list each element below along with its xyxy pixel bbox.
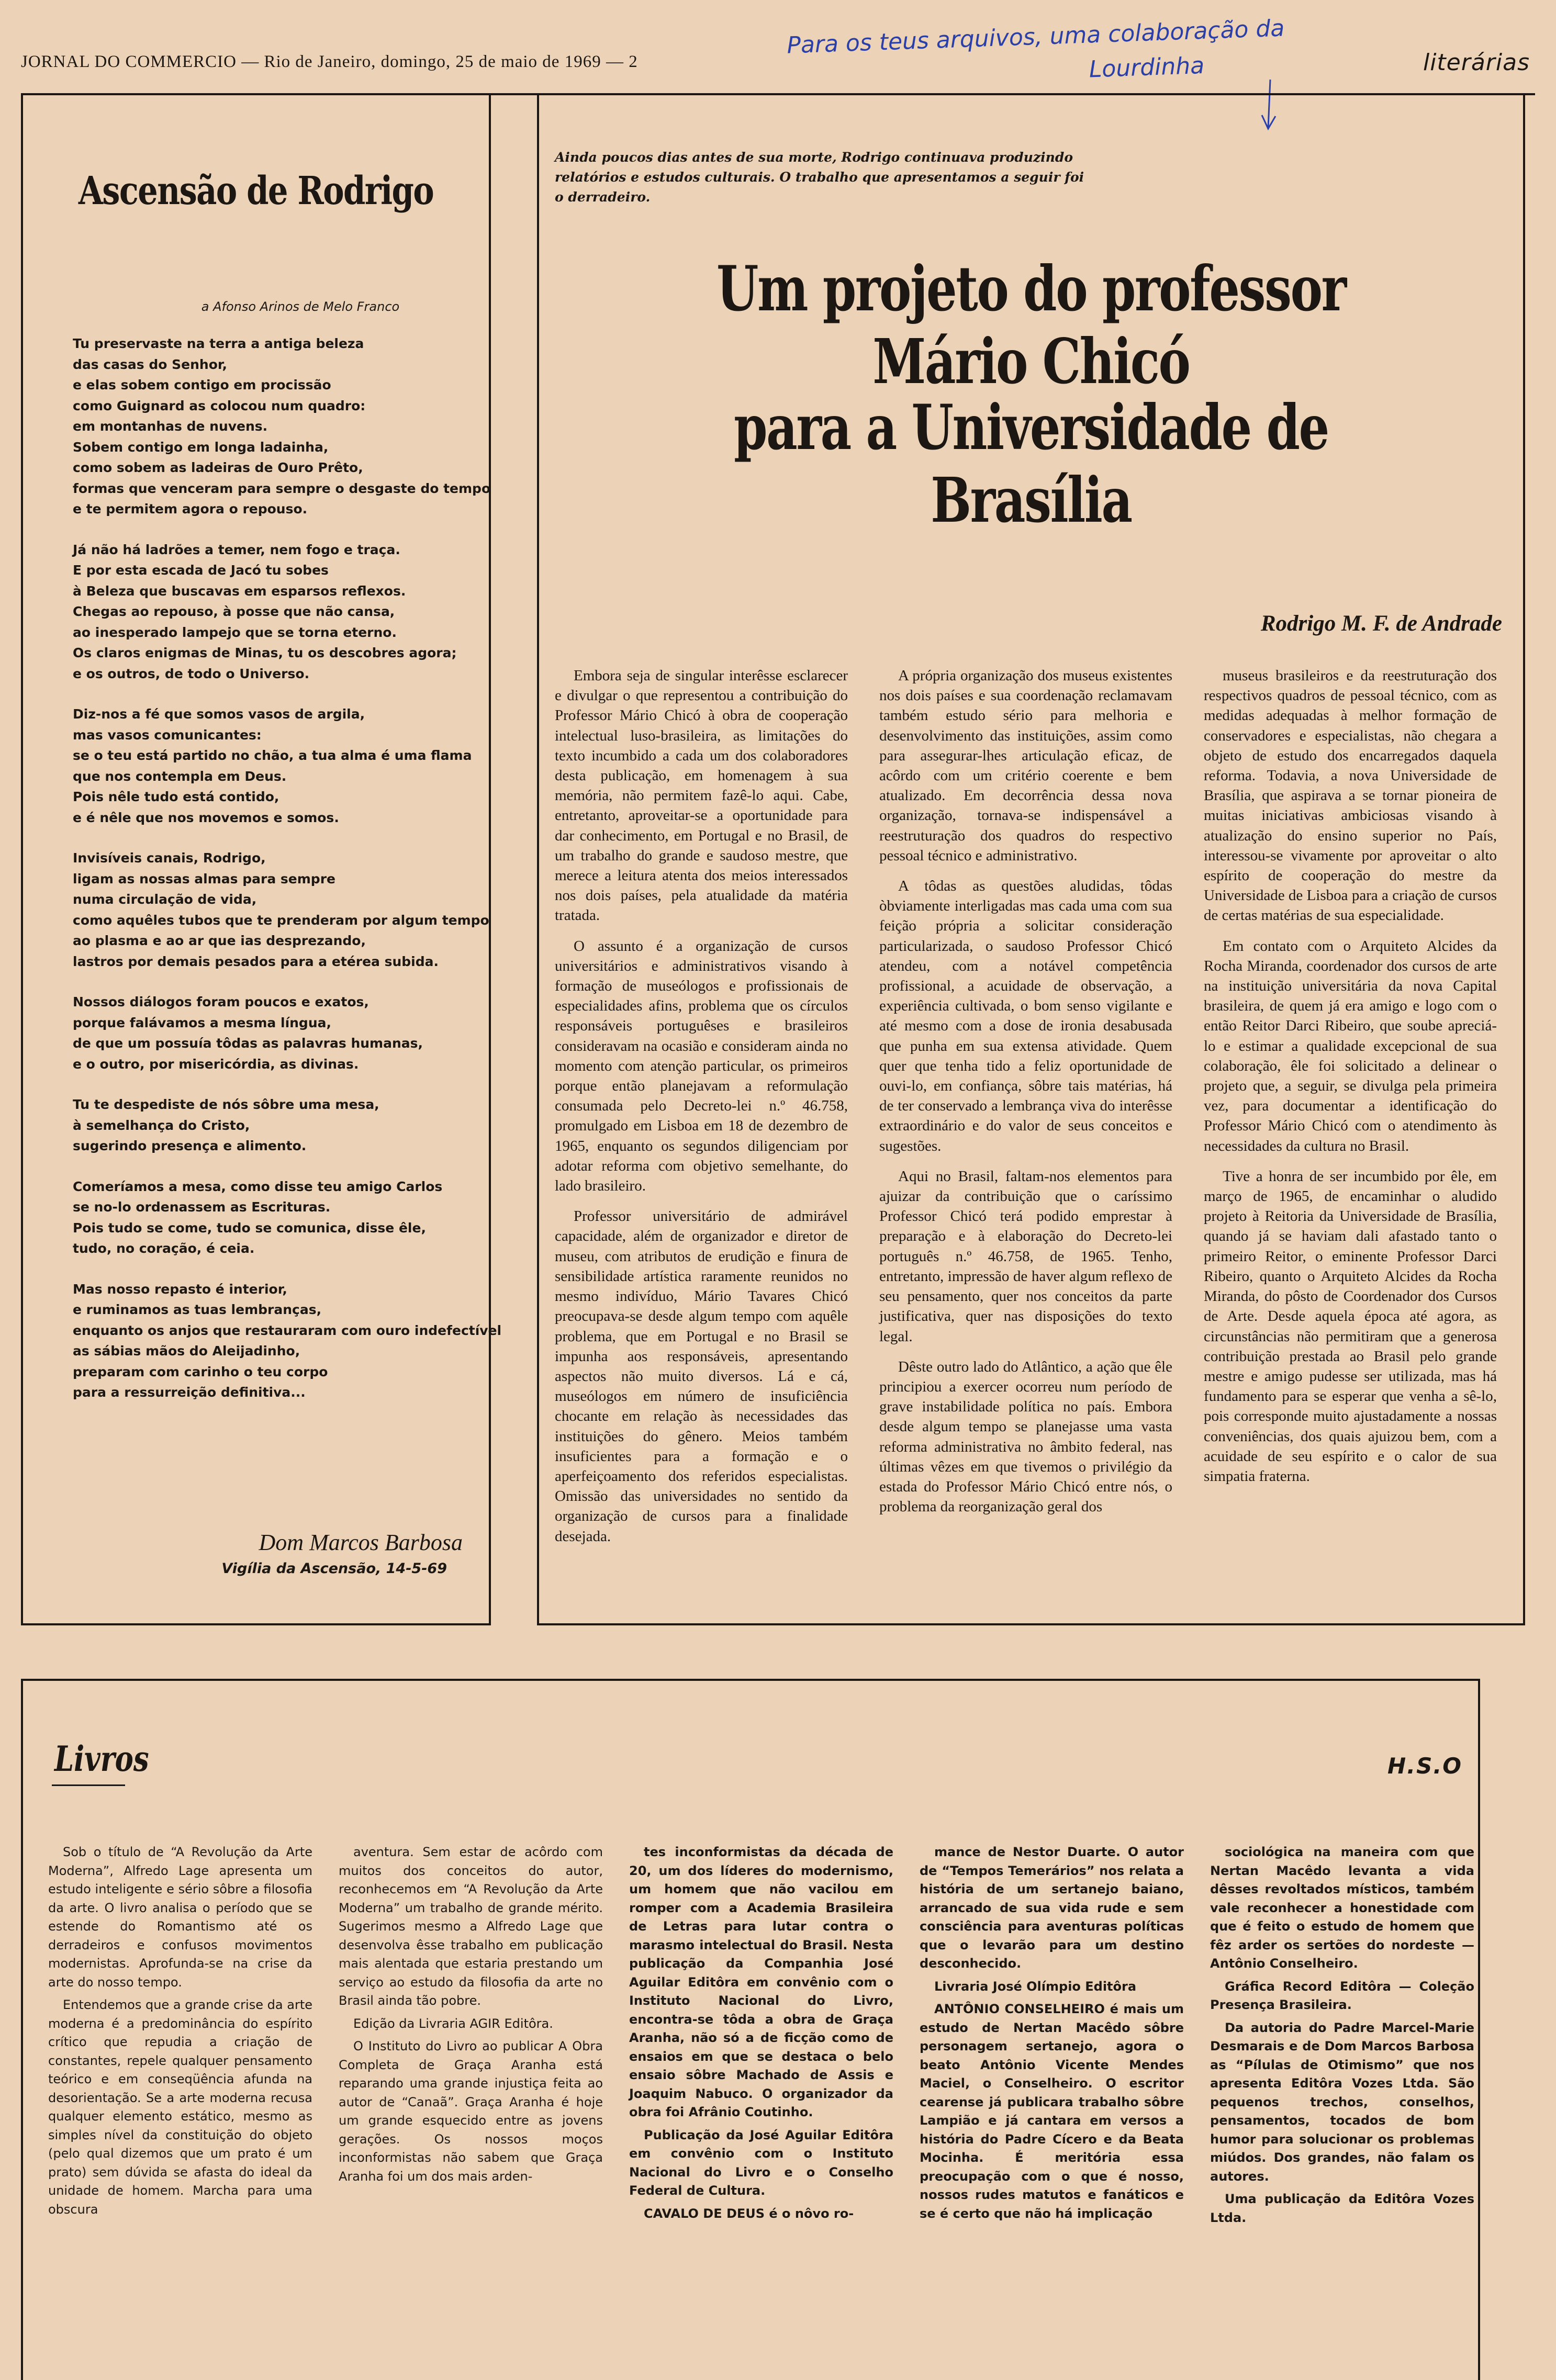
poem-line: porque falávamos a mesma língua, <box>73 1015 331 1030</box>
section-label: literárias <box>1423 49 1530 76</box>
livros-title: Livros <box>54 1738 149 1779</box>
poem-stanza <box>73 1279 502 1403</box>
paragraph: Dêste outro lado do Atlântico, a ação que êle principiou a exercer ocorreu num período de grave instabilidade política no país. Embora desde algum tempo se planejasse uma vasta reforma administrativa no âmbito federal, nas últimas vêzes em que tivemos o privilégio da estada do Professor Mário Chicó entre nós, o problema da reorganização geral dos <box>879 1358 1172 1515</box>
poem-line: e os outros, de todo o Universo. <box>73 666 310 681</box>
paragraph: aventura. Sem estar de acôrdo com muitos dos conceitos do autor, reconhecemos em “A Revolução da Arte Moderna” um trabalho de grande mérito. Sugerimos mesmo a Alfredo Lage que desenvolva êsse trabalho em publicação mais alentada que estaria prestando um serviço ao estudo da filosofia da arte no Brasil ainda tão pobre. <box>339 1845 603 2008</box>
paragraph: O assunto é a organização de cursos universitários e administrativos visando à formação de museólogos e profissionais de especialidades afins, problema que os círculos responsáveis portuguêses e brasileiros consideravam na ocasião e consideram ainda no momento com atenção particular, os primeiros porque então planejavam a reformulação consumada pelo Decreto-lei n.º 46.758, promulgado em Lisboa em 18 de dezembro de 1965, enquanto os segundos diligenciam por adotar reforma com objetivo semelhante, do lado brasileiro. <box>555 937 848 1195</box>
livros-column-4 <box>920 1843 1184 2227</box>
article-column-1 <box>555 666 848 1557</box>
poem-stanza <box>73 1176 486 1259</box>
poem-line: se no-lo ordenassem as Escrituras. <box>73 1199 331 1215</box>
poem-stanza <box>73 704 486 828</box>
livros-column-1 <box>48 1843 312 2223</box>
poem-line: formas que venceram para sempre o desgaste do tempo <box>73 480 491 496</box>
livros-signature: H.S.O <box>1387 1753 1462 1779</box>
poem-line: como sobem as ladeiras de Ouro Prêto, <box>73 460 363 475</box>
poem-line: como aquêles tubos que te prenderam por algum tempo <box>73 912 489 928</box>
paragraph: museus brasileiros e da reestruturação dos respectivos quadros de pessoal técnico, com as medidas adequadas à melhor formação de conservadores e especialistas, não chegara a objeto de estudo dos encarregados daquela reforma. Todavia, a nova Universidade de Brasília, que aspirava a se tornar pioneira de muitas iniciativas ambiciosas visando à atualização do ensino superior no País, interessou-se vivamente por aproveitar o alto espírito de cooperação do mestre da Universidade de Lisboa para a criação de cursos de certas matérias de sua especialidade. <box>1204 667 1497 924</box>
newspaper-masthead: JORNAL DO COMMERCIO — Rio de Janeiro, domingo, 25 de maio de 1969 — 2 <box>21 52 638 71</box>
paragraph: Edição da Livraria AGIR Editôra. <box>353 2016 553 2031</box>
poem-line: à semelhança do Cristo, <box>73 1117 250 1133</box>
poem-line: Comeríamos a mesa, como disse teu amigo Carlos <box>73 1178 443 1194</box>
poem-line: enquanto os anjos que restauraram com ouro indefectível <box>73 1322 502 1338</box>
poem-line: e é nêle que nos movemos e somos. <box>73 810 339 825</box>
poem-dedication: a Afonso Arinos de Melo Franco <box>201 299 400 314</box>
paragraph: Publicação da José Aguilar Editôra em convênio com o Instituto Nacional do Livro e o Conselho Federal de Cultura. <box>629 2127 893 2198</box>
paragraph: Aqui no Brasil, faltam-nos elementos para ajuizar da contribuição que o caríssimo Professor Chicó terá podido emprestar à preparação e à elaboração do Decreto-lei português n.º 46.758, de 1965. Tenho, entretanto, impressão de haver algum reflexo de seu pensamento, quer nos conceitos da parte justificativa, quer nas disposições do texto legal. <box>879 1167 1172 1345</box>
paragraph: Tive a honra de ser incumbido por êle, em março de 1965, de encaminhar o aludido projeto à Reitoria da Universidade de Brasília, quando já se haviam dali afastado tanto o primeiro Reitor, o eminente Professor Darci Ribeiro, quanto o Arquiteto Alcides da Rocha Miranda, do pôsto de Coordenador dos Cursos de Arte. Desde aquela época até agora, as circunstâncias não permitiram que a generosa contribuição prestada ao Brasil pelo grande mestre e amigo pudesse ser utilizada, mas há fundamento para se esperar que venha a sê-lo, pois corresponde muito ajustadamente a nossas conveniências, dos quais ajuizou bem, com a acuidade de seu espírito e o calor de sua simpatia fraterna. <box>1204 1167 1497 1485</box>
poem-stanza <box>73 992 486 1074</box>
poem-stanza <box>73 333 491 520</box>
livros-title-rule <box>52 1784 125 1786</box>
poem-line: Nossos diálogos foram poucos e exatos, <box>73 994 369 1009</box>
poem-line: preparam com carinho o teu corpo <box>73 1364 328 1379</box>
paragraph: ANTÔNIO CONSELHEIRO é mais um estudo de Nertan Macêdo sôbre personagem sertanejo, agora o beato Antônio Vicente Mendes Maciel, o Conselheiro. O escritor cearense já publicara trabalho sôbre Lampião e já cantara em versos a história do Padre Cícero e da Beata Mocinha. É meritória essa preocupação com o que é nosso, nossos rudes matutos e fanáticos e se é certo que não há implicação <box>920 2002 1184 2221</box>
paragraph: CAVALO DE DEUS é o nôvo ro- <box>644 2206 854 2221</box>
handwritten-note-line-2: Lourdinha <box>1089 52 1205 83</box>
paragraph: Entendemos que a grande crise da arte moderna é a predominância do espírito crítico que repudia a criação de constantes, repele qualquer pensamento teórico e em conseqüência afunda na desorientação. Se a arte moderna recusa qualquer elemento estático, mesmo as simples nível da constituição do objeto (pelo qual dizemos que um prato é um prato) sem dúvida se afasta do ideal da unidade de homem. Marcha para uma obscura <box>48 1997 312 2217</box>
paragraph: mance de Nestor Duarte. O autor de “Tempos Temerários” nos relata a história de um sertanejo baiano, arrancado de sua vida rude e sem consciência para aventuras políticas que o levarão para um destino desconhecido. <box>920 1845 1184 1971</box>
poem-box <box>21 93 502 1625</box>
poem-line: Invisíveis canais, Rodrigo, <box>73 850 266 866</box>
poem-line: Os claros enigmas de Minas, tu os descobres agora; <box>73 645 457 660</box>
poem-line: lastros por demais pesados para a etérea subida. <box>73 953 439 969</box>
article-title-line-1: Um projeto do professor Mário Chicó <box>717 252 1346 398</box>
poem-line: em montanhas de nuvens. <box>73 419 268 434</box>
livros-column-2 <box>339 1843 603 2190</box>
poem-line: Já não há ladrões a temer, nem fogo e traça. <box>73 542 400 557</box>
poem-line: ao inesperado lampejo que se torna eterno. <box>73 624 397 640</box>
paragraph: O Instituto do Livro ao publicar A Obra Completa de Graça Aranha está reparando uma grande injustiça feita ao autor de “Canaã”. Graça Aranha é hoje um grande esquecido entre as jovens gerações. Os nossos moços inconformistas não sabem que Graça Aranha foi um dos mais arden- <box>339 2039 603 2184</box>
paragraph: Professor universitário de admirável capacidade, além de organizador e diretor de museu, com atributos de erudição e finura de sensibilidade artística raramente reunidos no mesmo indivíduo, Mário Tavares Chicó preocupava-se desde algum tempo com aquêle problema, que em Portugal e no Brasil se impunha aos responsáveis, apresentando aspectos não muito diversos. Lá e cá, museólogos em número de insuficiência chocante em relação às necessidades das instituições do gênero. Meios também insuficientes para a formação e o aperfeiçoamento dos referidos especialistas. Omissão das universidades no sentido da organização de cursos para a finalidade desejada. <box>555 1208 848 1545</box>
paragraph: tes inconformistas da década de 20, um dos líderes do modernismo, um homem que não vacilou em romper com a Academia Brasileira de Letras para lutar contra o marasmo intelectual do Brasil. Nesta publicação da Companhia José Aguilar Editôra em convênio com o Instituto Nacional do Livro, encontra-se tôda a obra de Graça Aranha, não só a de ficção como de ensaios em que se destaca o belo ensaio sôbre Machado de Assis e Joaquim Nabuco. O organizador da obra foi Afrânio Coutinho. <box>629 1845 893 2119</box>
poem-line: E por esta escada de Jacó tu sobes <box>73 563 329 578</box>
poem-title: Ascensão de Rodrigo <box>78 169 434 214</box>
paragraph: Uma publicação da Editôra Vozes Ltda. <box>1210 2192 1474 2225</box>
livros-column-5 <box>1210 1843 1474 2231</box>
poem-line: sugerindo presença e alimento. <box>73 1138 307 1153</box>
poem-line: como Guignard as colocou num quadro: <box>73 398 366 413</box>
livros-section <box>21 1679 1480 2380</box>
poem-author: Dom Marcos Barbosa <box>259 1530 463 1555</box>
poem-line: das casas do Senhor, <box>73 356 228 372</box>
poem-line: Mas nosso repasto é interior, <box>73 1281 287 1297</box>
paragraph: Livraria José Olímpio Editôra <box>934 1979 1137 1994</box>
poem-place-date: Vigília da Ascensão, 14-5-69 <box>221 1561 447 1577</box>
poem-line: ligam as nossas almas para sempre <box>73 871 335 886</box>
poem-stanza <box>73 1094 486 1157</box>
poem-line: à Beleza que buscavas em esparsos reflexos. <box>73 583 406 599</box>
paragraph: A própria organização dos museus existentes nos dois países e sua coordenação reclamavam também estudo sério para melhoria e desenvolvimento das instituições, assim como para assegurar-lhes articulação eficaz, de acôrdo com um critério coerente e bem atualizado. Em decorrência dessa nova organização, tornava-se indispensável a reestruturação dos quadros do respectivo pessoal técnico e administrativo. <box>879 667 1172 864</box>
poem-line: Pois nêle tudo está contido, <box>73 789 279 804</box>
poem-line: e o outro, por misericórdia, as divinas. <box>73 1056 359 1072</box>
poem-line: numa circulação de vida, <box>73 892 257 907</box>
poem-line: as sábias mãos do Aleijadinho, <box>73 1343 300 1359</box>
poem-line: para a ressurreição definitiva... <box>73 1385 306 1400</box>
paragraph: Sob o título de “A Revolução da Arte Moderna”, Alfredo Lage apresenta um estudo inteligente e sério sôbre a filosofia da arte. O livro analisa o período que se estende do Romantismo até os derradeiros e confusos movimentos modernistas. Aprofunda-se na crise da arte do nosso tempo. <box>48 1845 312 1990</box>
article-column-2 <box>879 666 1172 1527</box>
poem-line: ao plasma e ao ar que ias desprezando, <box>73 933 366 948</box>
poem-line: Sobem contigo em longa ladainha, <box>73 439 329 455</box>
poem-line: Diz-nos a fé que somos vasos de argila, <box>73 706 365 722</box>
article-intro: Ainda poucos dias antes de sua morte, Rodrigo continuava produzindo relatórios e estudos culturais. O trabalho que apresentamos a seguir foi o derradeiro. <box>555 150 1084 205</box>
poem-line: Pois tudo se come, tudo se comunica, disse êle, <box>73 1220 426 1236</box>
article-column-3 <box>1204 666 1497 1497</box>
poem-line: mas vasos comunicantes: <box>73 727 262 743</box>
paragraph: A tôdas as questões aludidas, tôdas òbviamente interligadas mas cada uma com sua feição própria a solicitar consideração particularizada, o saudoso Professor Chicó atendeu, com a notável competência profissional, a acuidade de observação, a experiência cultivada, o bom senso vigilante e até mesmo com a dose de ironia desabusada que punha em sua extensa atividade. Quem quer que tenha tido a feliz oportunidade de ouvi-lo, em confiança, sôbre tais matérias, há de ter conservado a lembrança viva do interêsse extraordinário e do valor de seus conceitos e sugestões. <box>879 878 1172 1154</box>
livros-column-3 <box>629 1843 893 2227</box>
poem-line: Chegas ao repouso, à posse que não cansa, <box>73 604 395 619</box>
paragraph: Da autoria do Padre Marcel-Marie Desmarais e de Dom Marcos Barbosa as “Pílulas de Otimismo” que nos apresenta Editôra Vozes Ltda. São pequenos trechos, conselhos, pensamentos, tocados de bom humor para solucionar os problemas miúdos. Dos grandes, não falam os autores. <box>1210 2020 1474 2184</box>
poem-line: Tu preservaste na terra a antiga beleza <box>73 336 364 351</box>
poem-line: Tu te despediste de nós sôbre uma mesa, <box>73 1097 379 1112</box>
handwritten-note-line-1: Para os teus arquivos, uma colaboração da <box>786 15 1285 59</box>
poem-line: e elas sobem contigo em procissão <box>73 377 331 392</box>
poem-line: que nos contempla em Deus. <box>73 768 287 784</box>
poem-stanza <box>73 848 489 972</box>
paragraph: Em contato com o Arquiteto Alcides da Rocha Miranda, coordenador dos cursos de arte na instituição universitária da nova Capital brasileira, de quem já era amigo e logo com o então Reitor Darci Ribeiro, que soube apreciá-lo e estimar a qualidade excepcional de sua colaboração, êle foi solicitado a delinear o projeto que, a seguir, se divulga pela primeira vez, para documentar a identificação do Professor Mário Chicó com o atendimento às necessidades da cultura no Brasil. <box>1204 937 1497 1154</box>
article-box <box>537 93 1525 1625</box>
paragraph: Embora seja de singular interêsse esclarecer e divulgar o que representou a contribuição do Professor Mário Chicó à obra de cooperação intelectual luso-brasileira, as limitações do texto incumbido a cada um dos colaboradores desta publicação, em homenagem à sua memória, não permitem fazê-lo aqui. Cabe, entretanto, aproveitar-se a oportunidade para dar conhecimento, em Portugal e no Brasil, de um trabalho do grande e saudoso mestre, que merece a leitura atenta dos meios interessados nos dois países, pela atualidade da matéria tratada. <box>555 667 848 924</box>
article-title-line-2: para a Universidade de Brasília <box>734 391 1328 536</box>
poem-line: tudo, no coração, é ceia. <box>73 1241 255 1256</box>
paragraph: Gráfica Record Editôra — Coleção Presença Brasileira. <box>1210 1979 1474 2012</box>
poem-line: de que um possuía tôdas as palavras humanas, <box>73 1036 423 1051</box>
poem-stanza <box>73 540 486 684</box>
poem-line: se o teu está partido no chão, a tua alma é uma flama <box>73 748 472 763</box>
paragraph: sociológica na maneira com que Nertan Macêdo levanta a vida dêsses revoltados místicos, também vale reconhecer a honestidade com que é feito o estudo de homem que fêz arder os sertões do nordeste — Antônio Conselheiro. <box>1210 1845 1474 1971</box>
article-byline: Rodrigo M. F. de Andrade <box>1260 611 1502 636</box>
poem-line: e te permitem agora o repouso. <box>73 501 308 517</box>
poem-line: e ruminamos as tuas lembranças, <box>73 1302 322 1317</box>
handwritten-note <box>774 11 1299 98</box>
poem-body <box>73 333 502 1423</box>
